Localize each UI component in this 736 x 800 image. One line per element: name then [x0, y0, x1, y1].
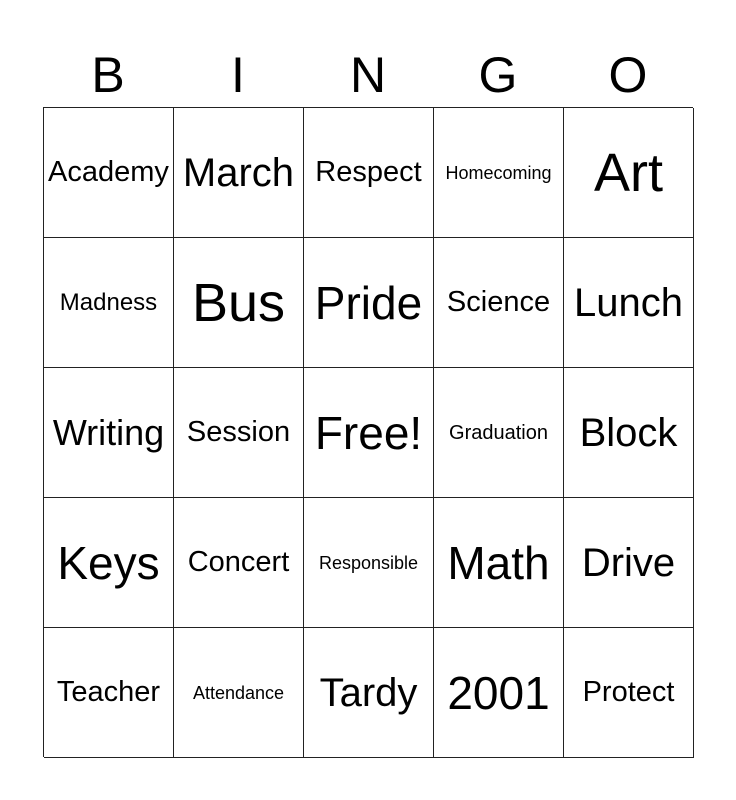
bingo-cell[interactable]: Homecoming [434, 108, 564, 238]
bingo-cell[interactable]: Session [174, 368, 304, 498]
bingo-cell[interactable]: Respect [304, 108, 434, 238]
bingo-cell[interactable]: Block [564, 368, 694, 498]
bingo-cell[interactable]: Madness [44, 238, 174, 368]
header-letter-b: B [91, 47, 125, 103]
header-letter-n: N [349, 47, 387, 103]
bingo-cell[interactable]: Protect [564, 628, 694, 758]
header-letter-o: O [608, 47, 648, 103]
bingo-cell[interactable]: Bus [174, 238, 304, 368]
bingo-cell[interactable]: Writing [44, 368, 174, 498]
header-letter-g: G [478, 47, 518, 103]
bingo-cell[interactable]: Free! [304, 368, 434, 498]
bingo-cell[interactable]: Graduation [434, 368, 564, 498]
bingo-cell[interactable]: Math [434, 498, 564, 628]
bingo-cell[interactable]: March [174, 108, 304, 238]
bingo-cell[interactable]: Keys [44, 498, 174, 628]
bingo-cell[interactable]: Academy [44, 108, 174, 238]
bingo-cell[interactable]: 2001 [434, 628, 564, 758]
bingo-cell[interactable]: Lunch [564, 238, 694, 368]
bingo-cell[interactable]: Attendance [174, 628, 304, 758]
bingo-cell[interactable]: Concert [174, 498, 304, 628]
bingo-cell[interactable]: Science [434, 238, 564, 368]
bingo-header [43, 42, 693, 108]
bingo-cell[interactable]: Art [564, 108, 694, 238]
bingo-board [43, 107, 693, 757]
bingo-cell[interactable]: Pride [304, 238, 434, 368]
bingo-cell[interactable]: Drive [564, 498, 694, 628]
bingo-cell[interactable]: Tardy [304, 628, 434, 758]
bingo-cell[interactable]: Responsible [304, 498, 434, 628]
bingo-cell[interactable]: Teacher [44, 628, 174, 758]
header-letter-i: I [231, 47, 245, 103]
